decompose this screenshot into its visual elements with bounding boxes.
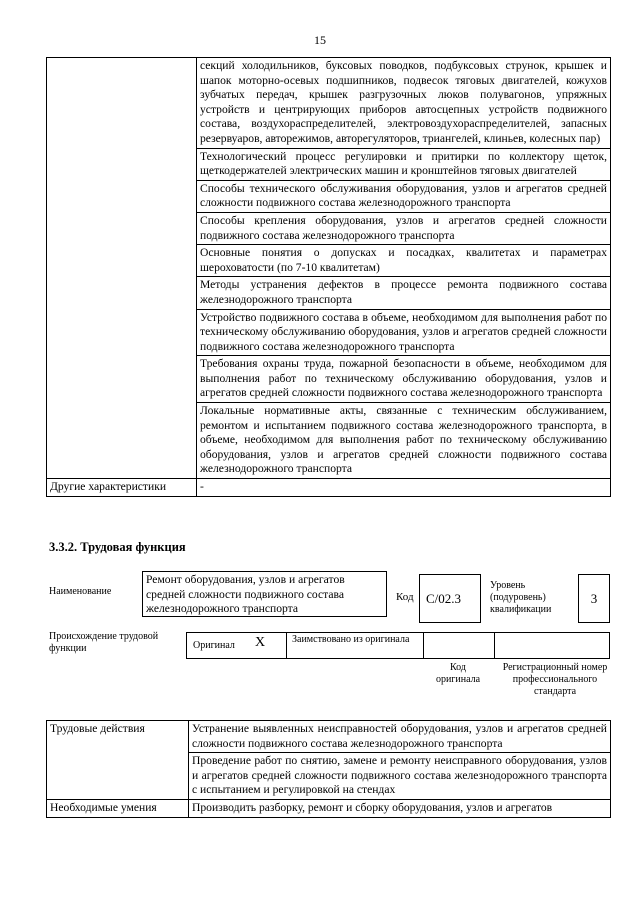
level-label: Уровень (подуровень) квалификации xyxy=(490,580,552,615)
original-mark: X xyxy=(255,635,266,650)
origin-divider xyxy=(494,632,495,659)
skills-label: Необходимые умения xyxy=(47,799,189,817)
level-box xyxy=(578,574,610,623)
level-value: 3 xyxy=(590,591,598,606)
borrowed-label: Заимствовано из оригинала xyxy=(292,634,410,645)
other-characteristics-value: - xyxy=(197,479,611,497)
table-cell: Способы крепления оборудования, узлов и агрегатов средней сложности подвижного состава железнодорожного транспорта xyxy=(197,212,611,244)
name-label: Наименование xyxy=(49,586,112,597)
table-cell: Технологический процесс регулировки и притирки по коллектору щеток, щеткодержателей электрических машин и кронштейнов тяговых двигателей xyxy=(197,148,611,180)
other-characteristics-label: Другие характеристики xyxy=(47,479,197,497)
page-number: 15 xyxy=(314,33,326,47)
table-row xyxy=(47,721,611,753)
origin-divider xyxy=(286,632,287,659)
labor-actions-label: Трудовые действия xyxy=(47,721,189,800)
table-cell: Основные понятия о допусках и посадках, квалитетах и параметрах шероховатости (по 7-10 квалитетам) xyxy=(197,245,611,277)
section-heading: 3.3.2. Трудовая функция xyxy=(49,540,186,554)
table-cell: Требования охраны труда, пожарной безопасности в объеме, необходимом для выполнения работ по техническому обслуживанию оборудования, узлов и агрегатов средней сложности подвижного состава железнодорожного транспорта xyxy=(197,356,611,403)
reg-number-label: Регистрационный номер профессионального стандарта xyxy=(502,662,608,697)
code-label: Код xyxy=(396,591,414,603)
code-original-label: Код оригинала xyxy=(435,662,481,685)
table-cell: Методы устранения дефектов в процессе ремонта подвижного состава железнодорожного транспорта xyxy=(197,277,611,309)
code-box xyxy=(419,574,481,623)
table-cell: Производить разборку, ремонт и сборку оборудования, узлов и агрегатов xyxy=(189,799,611,817)
table-cell: Способы технического обслуживания оборудования, узлов и агрегатов средней сложности подвижного состава железнодорожного транспорта xyxy=(197,180,611,212)
table-left-cell xyxy=(47,58,197,479)
table-cell: секций холодильников, буксовых поводков, подбуксовых струнок, крышек и шапок моторно-осевых подшипников, подвесок тяговых двигателей, кожухов зубчатых передач, крышек разгрузочных люков полувагонов, упряжных устройств и центрирующих приборов автосцепных устройств подвижного состава, воздухораспределителей, электровоздухораспределителей, запасных резервуаров, авторежимов, авторегуляторов, триангелей, клиньев, колесных пар) xyxy=(197,58,611,149)
table-cell: Проведение работ по снятию, замене и ремонту неисправного оборудования, узлов и агрегатов средней сложности подвижного состава железнодорожного транспорта с испытанием и регулировкой на стендах xyxy=(189,753,611,800)
labor-actions-table xyxy=(46,720,611,818)
table-row xyxy=(47,799,611,817)
table-row xyxy=(47,479,611,497)
origin-label: Происхождение трудовой функции xyxy=(49,631,159,654)
function-name-box xyxy=(142,571,387,617)
function-name: Ремонт оборудования, узлов и агрегатов средней сложности подвижного состава железнодорожного транспорта xyxy=(146,573,345,616)
table-cell: Локальные нормативные акты, связанные с техническим обслуживанием, ремонтом и испытанием подвижного состава железнодорожного транспорта, в объеме, необходимом для выполнения работ по техническому обслуживанию оборудования, узлов и агрегатов средней сложности подвижного состава железнодорожного транспорта xyxy=(197,403,611,479)
knowledge-table xyxy=(46,57,611,497)
table-cell: Устранение выявленных неисправностей оборудования, узлов и агрегатов средней сложности подвижного состава железнодорожного транспорта xyxy=(189,721,611,753)
table-row xyxy=(47,58,611,149)
original-label: Оригинал xyxy=(193,640,235,651)
table-cell: Устройство подвижного состава в объеме, необходимом для выполнения работ по техническому обслуживанию оборудования, узлов и агрегатов средней сложности подвижного состава железнодорожного транспорта xyxy=(197,309,611,356)
origin-divider xyxy=(423,632,424,659)
code-value: С/02.3 xyxy=(426,591,462,606)
